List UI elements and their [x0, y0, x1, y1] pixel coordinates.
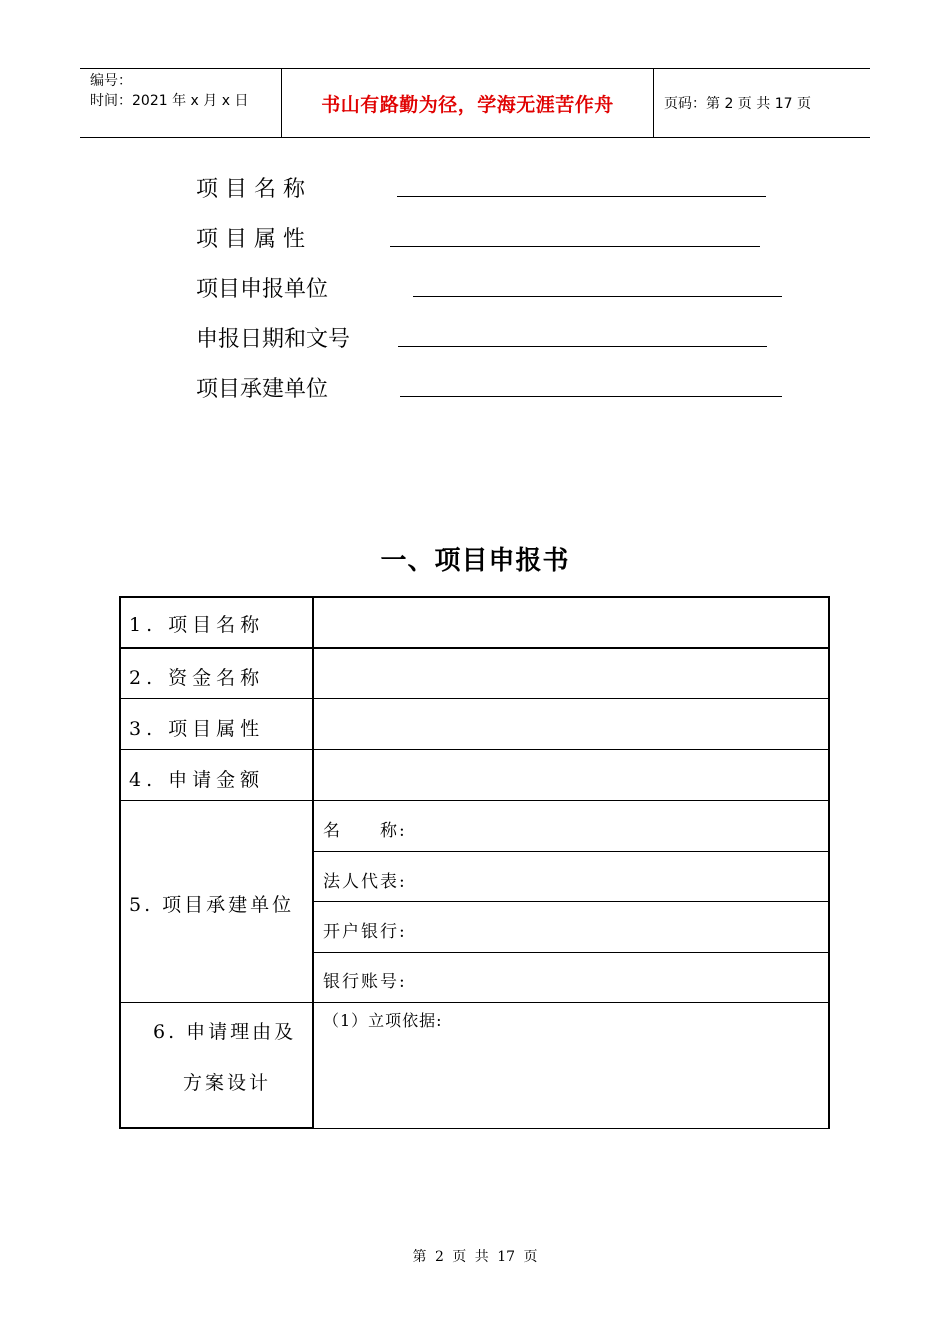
- cover-blank-line[interactable]: [397, 196, 766, 197]
- row-label-contractor: 5. 项目承建单位: [129, 894, 295, 916]
- table-row-divider: [119, 800, 830, 801]
- cover-blank-line[interactable]: [400, 396, 782, 397]
- legal-representative-label: 法人代表:: [323, 872, 407, 892]
- document-number-label: 编号：: [90, 73, 132, 89]
- reason-input-area[interactable]: [315, 1004, 827, 1127]
- table-row-divider: [119, 1002, 830, 1003]
- amount-input[interactable]: [315, 751, 827, 800]
- header-meta: [80, 69, 282, 137]
- section-title: 一、项目申报书: [380, 546, 570, 576]
- table-subrow-divider: [313, 901, 830, 902]
- document-date-label: 时间：2021 年 x 月 x 日: [90, 93, 249, 109]
- header-page-info: 页码：第 2 页 共 17 页: [664, 96, 811, 112]
- header-motto-cell: [282, 69, 654, 137]
- row-label-project-attribute: 3. 项目属性: [129, 718, 265, 740]
- cover-field-label: 项 目 属 性: [196, 227, 305, 252]
- table-border-bottom-right: [313, 1128, 830, 1129]
- header-motto: 书山有路勤为径，学海无涯苦作舟: [321, 93, 614, 116]
- cover-field-label: 申报日期和文号: [196, 327, 351, 352]
- table-row-divider: [119, 647, 830, 649]
- table-subrow-divider: [313, 851, 830, 852]
- cover-blank-line[interactable]: [413, 296, 782, 297]
- table-row-divider: [119, 698, 830, 699]
- page-header: [80, 68, 870, 138]
- cover-blank-line[interactable]: [398, 346, 767, 347]
- fund-name-input[interactable]: [315, 650, 827, 698]
- cover-blank-line[interactable]: [390, 246, 760, 247]
- page-footer: 第 2 页 共 17 页: [412, 1249, 538, 1265]
- project-attribute-input[interactable]: [315, 700, 827, 749]
- bank-label: 开户银行:: [323, 922, 407, 942]
- row-label-project-name: 1. 项目名称: [129, 614, 265, 636]
- row-label-fund-name: 2. 资金名称: [129, 667, 265, 689]
- row-label-reason-line2: 方案设计: [183, 1072, 272, 1094]
- project-name-input[interactable]: [315, 598, 827, 647]
- project-basis-label: （1）立项依据:: [323, 1011, 443, 1030]
- table-column-divider: [312, 596, 314, 1129]
- cover-field-label: 项 目 名 称: [196, 177, 305, 202]
- cover-field-label: 项目承建单位: [196, 377, 329, 402]
- cover-field-label: 项目申报单位: [196, 277, 329, 302]
- bank-account-label: 银行账号:: [323, 972, 407, 992]
- table-subrow-divider: [313, 952, 830, 953]
- row-label-reason-line1: 6. 申请理由及: [153, 1021, 297, 1043]
- table-border-right: [828, 596, 830, 1129]
- table-row-divider: [119, 749, 830, 750]
- row-label-amount: 4. 申请金额: [129, 769, 265, 791]
- unit-name-label: 名 称:: [323, 821, 407, 841]
- table-border-bottom-left: [119, 1127, 313, 1129]
- table-border-left: [119, 596, 121, 1129]
- application-table: [119, 596, 830, 1129]
